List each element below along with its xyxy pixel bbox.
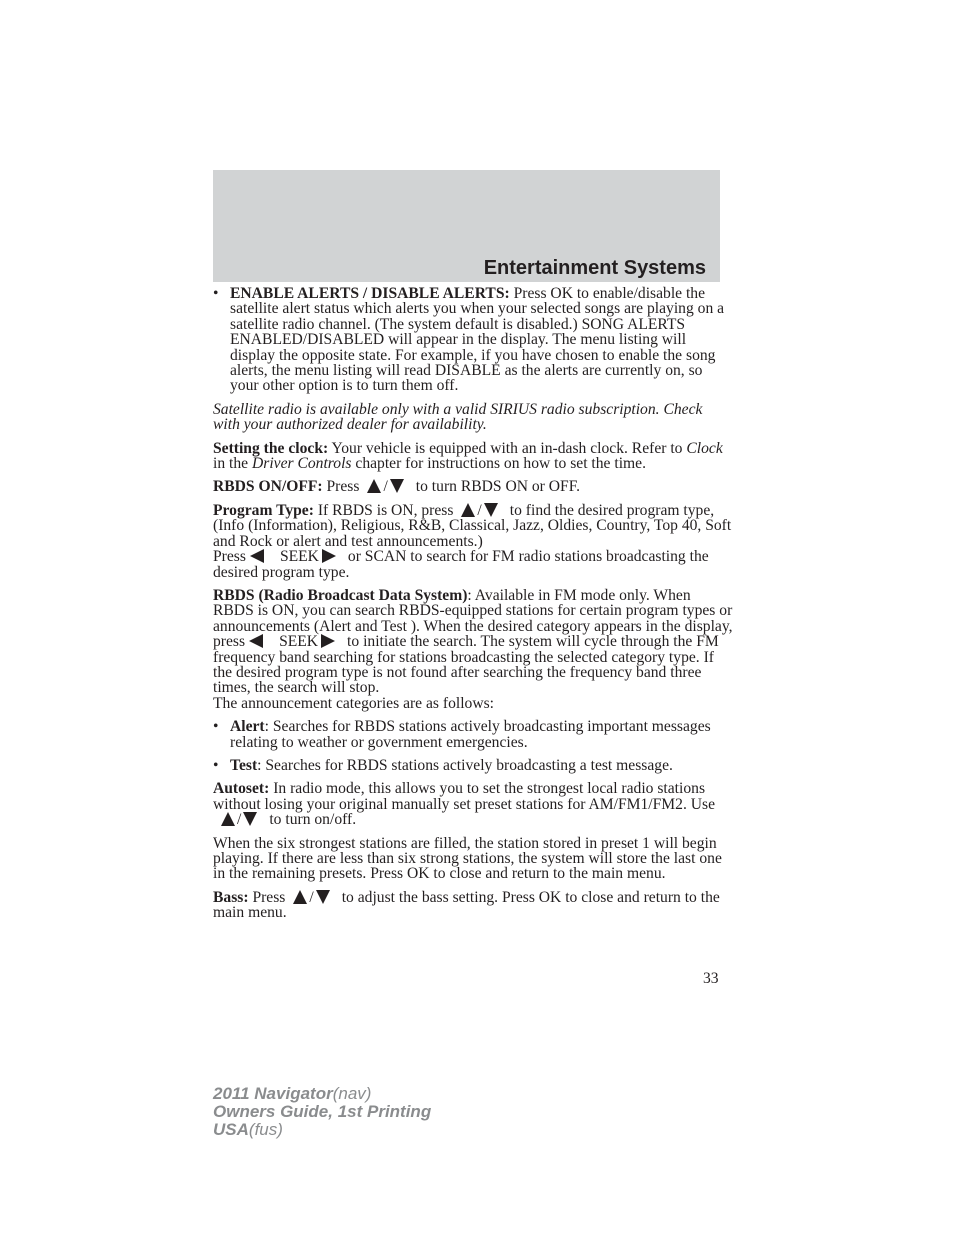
autoset-note: When the six strongest stations are filled, the station stored in preset 1 will begin playing. If there are less than six strong stations, the system will store the last one in the remaining presets. Press OK to close and return to the main menu. xyxy=(213,834,722,883)
clock-paragraph: Setting the clock: Your vehicle is equipped with an in-dash clock. Refer to Clock in the Driver Controls chapter for instructions on how to set the time. xyxy=(213,439,723,473)
enable-alerts-text: Press OK to enable/disable the satellite alert status which alerts you when your selected songs are playing on a satellite radio channel. (The system default is disabled.) SONG ALERTS ENABLED/DISABLED will appear in the display. The menu listing will display the opposite state. For example, if you have chosen to enable the song alerts, the menu listing will read DISABLE as the alerts are currently on, so your other option is to turn them off. xyxy=(230,285,725,395)
arrow-up-icon xyxy=(293,890,307,904)
alert-item: • Alert: Searches for RBDS stations actively broadcasting important messages relating to weather or government emergencies. xyxy=(213,718,711,751)
bullet-dot: • xyxy=(213,718,219,736)
chapter-title: Entertainment Systems xyxy=(483,257,706,279)
program-type-label: Program Type: xyxy=(213,501,314,519)
autoset-paragraph: Autoset: In radio mode, this allows you to set the strongest local radio stations without losing your original manually set preset stations for AM/FM1/FM2. Use/ to turn on/off. xyxy=(213,780,716,829)
arrow-down-icon xyxy=(390,479,404,493)
clock-label: Setting the clock: xyxy=(213,439,329,457)
rbds-onoff-label: RBDS ON/OFF: xyxy=(213,478,323,496)
page-content xyxy=(213,286,733,929)
seek-right-icon xyxy=(322,549,336,563)
arrow-up-icon xyxy=(367,479,381,493)
enable-alerts-item xyxy=(213,286,733,394)
seek-left-icon xyxy=(249,634,263,648)
test-item: • Test: Searches for RBDS stations actively broadcasting a test message. xyxy=(213,756,673,774)
enable-alerts-label: ENABLE ALERTS / DISABLE ALERTS: xyxy=(230,285,510,302)
seek-left-icon xyxy=(250,549,264,563)
footer: 2011 Navigator(nav) Owners Guide, 1st Printing USA(fus) xyxy=(213,1084,432,1139)
bass-paragraph: Bass: Press / to adjust the bass setting. Press OK to close and return to the main menu. xyxy=(213,888,720,922)
alert-label: Alert xyxy=(230,718,265,736)
arrow-down-icon xyxy=(316,890,330,904)
arrow-up-icon xyxy=(461,503,475,517)
program-type-paragraph: Program Type: If RBDS is ON, press / to find the desired program type, (Info (Information), Religious, R&B, Classical, Jazz, Oldies, Country, Top 40, Soft and Rock or alert and test announcements.) Press SEEK or SCAN to search for FM radio stations broadcasting the desired program type. xyxy=(213,501,732,581)
rbds-paragraph: RBDS (Radio Broadcast Data System): Available in FM mode only. When RBDS is ON, you can search RBDS-equipped stations for certain program types or announcements (Alert and Test ). When the desired category appears in the display, press SEEK to initiate the search. The system will cycle through the FM frequency band searching for stations broadcasting the selected category type. If the desired program type is not found after searching the frequency band three times, the search will stop. The announcement categories are as follows: xyxy=(213,586,733,712)
driver-controls-ref: Driver Controls xyxy=(252,455,352,473)
sirius-note: Satellite radio is available only with a valid SIRIUS radio subscription. Check with your authorized dealer for availability. xyxy=(213,400,703,434)
bullet-dot: • xyxy=(213,285,219,302)
chapter-header-bar xyxy=(213,170,720,282)
rbds-label: RBDS (Radio Broadcast Data System) xyxy=(213,586,468,604)
page-number: 33 xyxy=(703,970,719,987)
arrow-down-icon xyxy=(484,503,498,517)
arrow-down-icon xyxy=(243,812,257,826)
bass-label: Bass: xyxy=(213,888,249,906)
clock-ref: Clock xyxy=(686,439,723,457)
seek-right-icon xyxy=(321,634,335,648)
rbds-onoff-paragraph: RBDS ON/OFF: Press / to turn RBDS ON or OFF. xyxy=(213,478,581,496)
bullet-dot: • xyxy=(213,756,219,774)
test-label: Test xyxy=(230,756,258,774)
arrow-up-icon xyxy=(221,812,235,826)
autoset-label: Autoset: xyxy=(213,780,270,798)
